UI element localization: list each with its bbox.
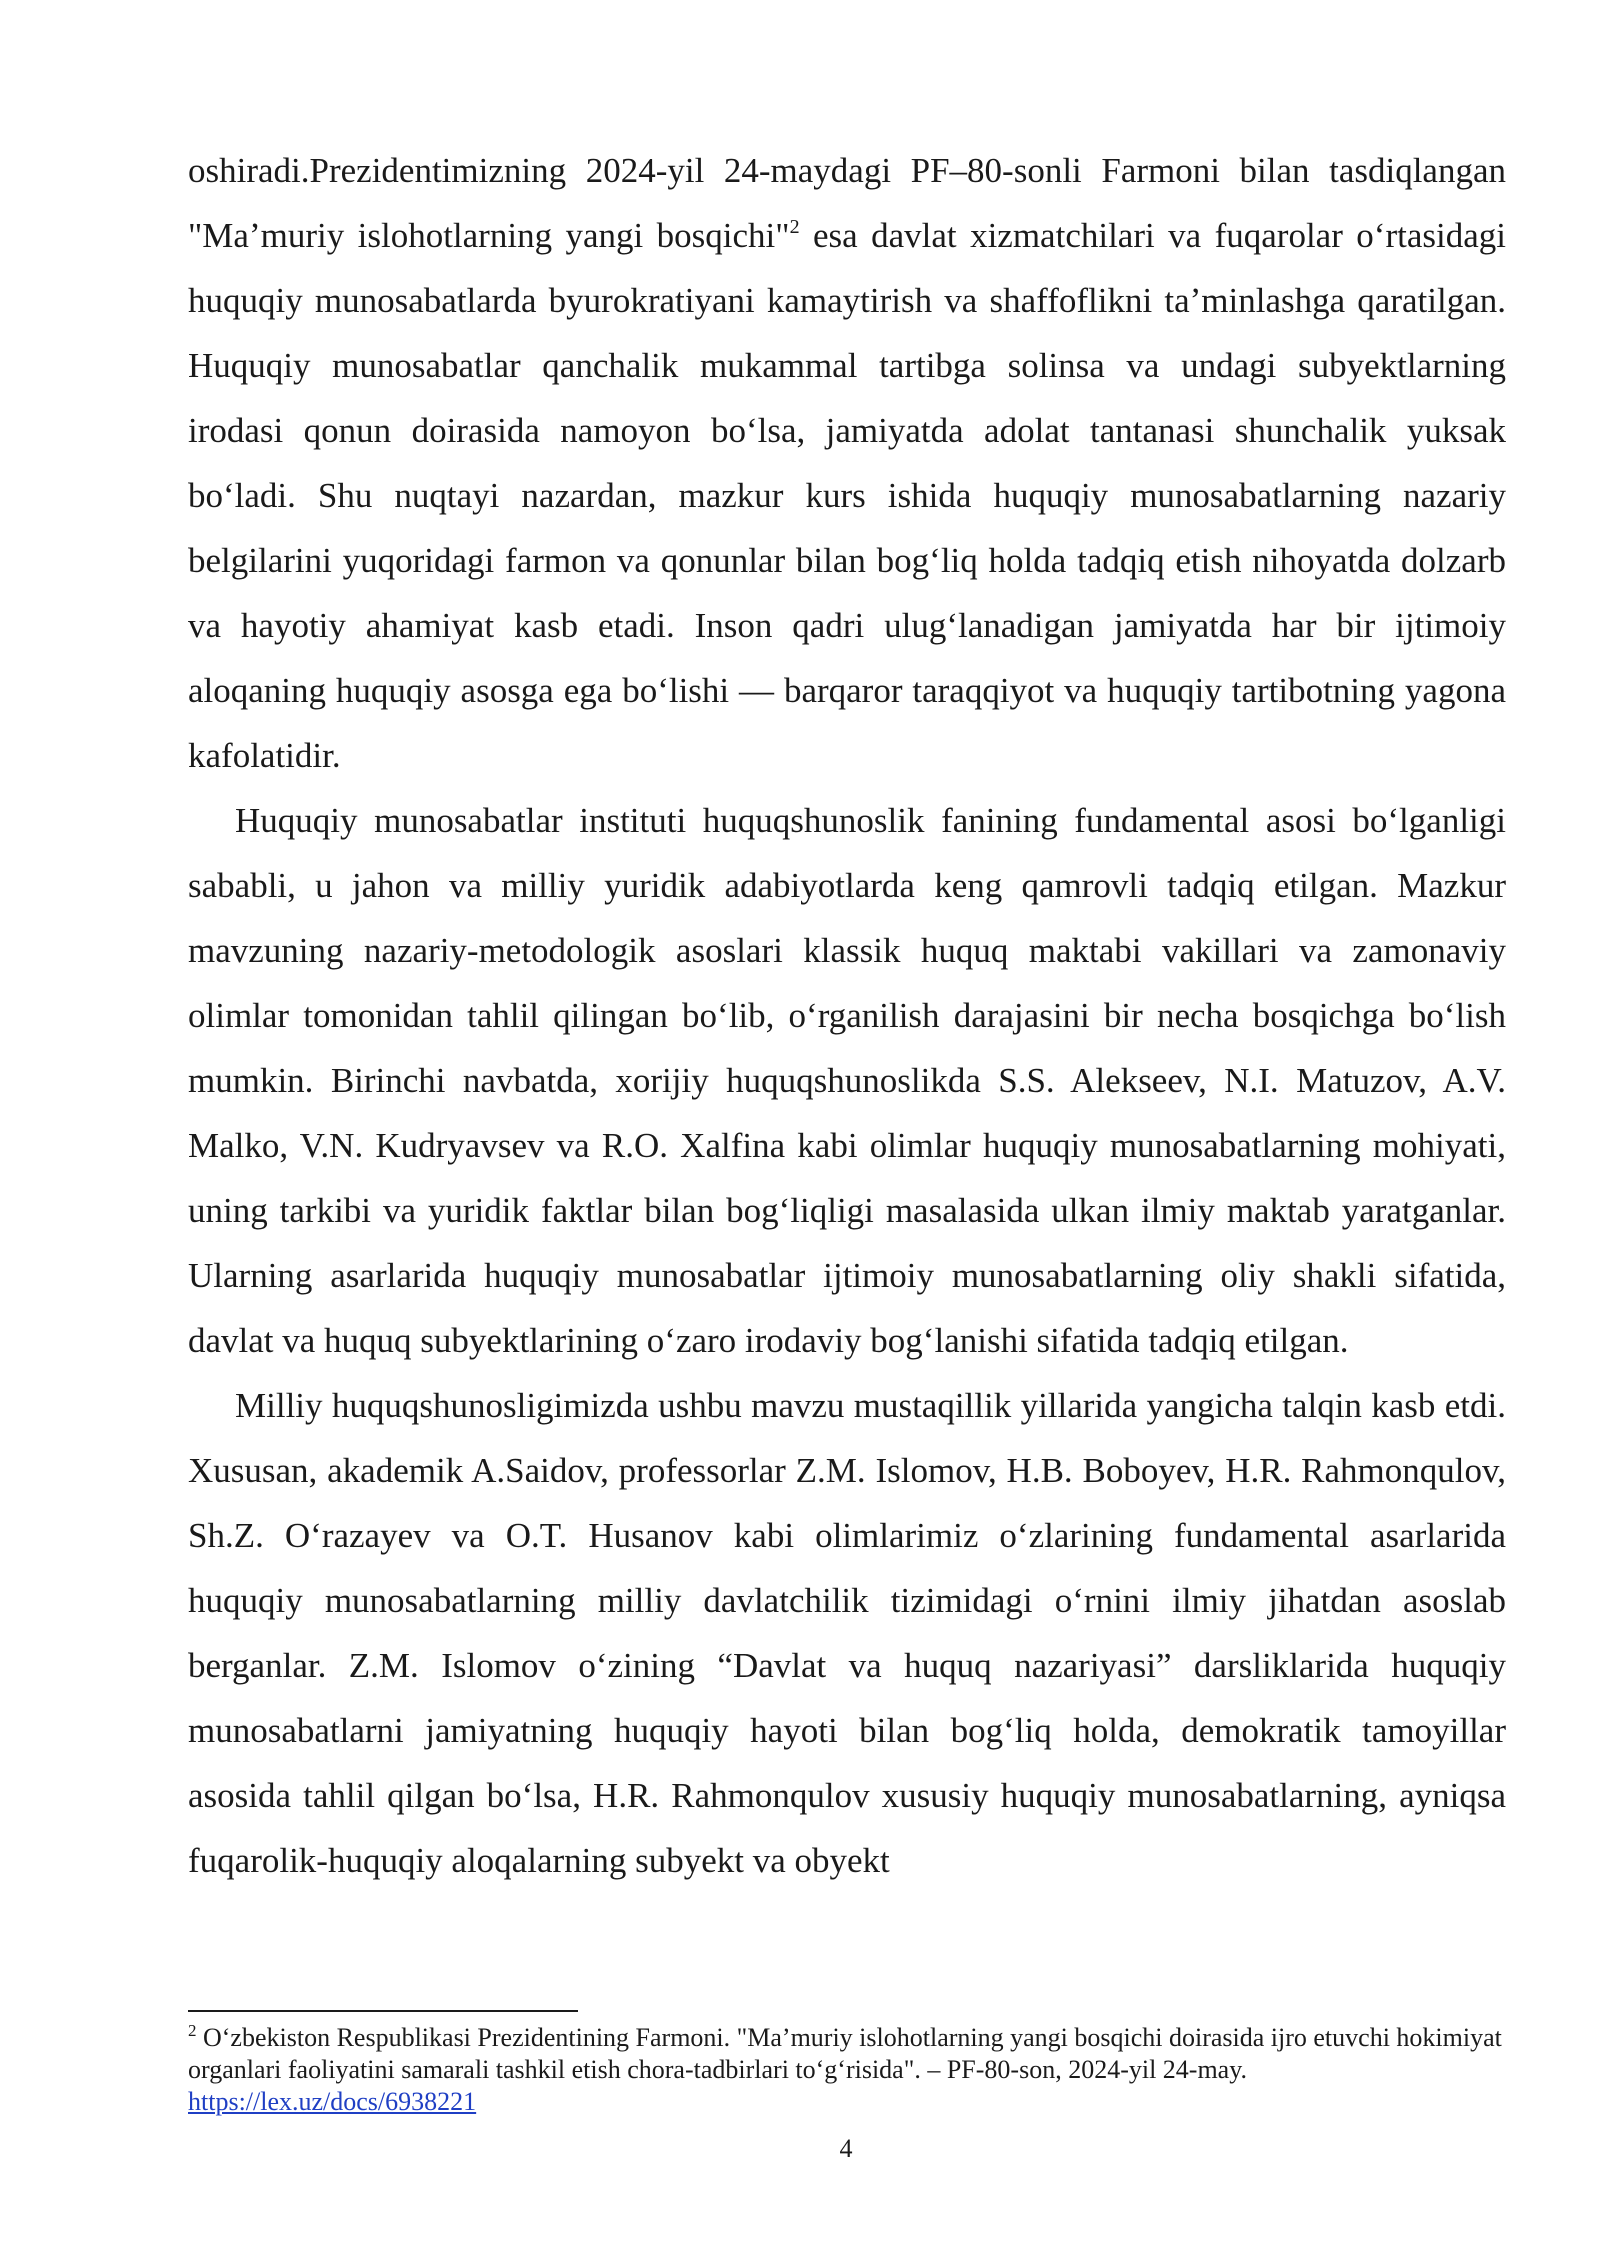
footnote-reference[interactable]: 2 — [789, 216, 800, 238]
paragraph-1-text-b: esa davlat xizmatchilari va fuqarolar oʻrtasidagi huquqiy munosabatlarda byurokratiyani kamaytirish va shaffoflikni taʼminlashga qaratilgan. Huquqiy munosabatlar qanchalik mukammal tartibga solinsa va undagi subyektlarning irodasi qonun doirasida namoyon boʻlsa, jamiyatda adolat tantanasi shunchalik yuksak boʻladi. Shu nuqtayi nazardan, mazkur kurs ishida huquqiy munosabatlarning nazariy belgilarini yuqoridagi farmon va qonunlar bilan bogʻliq holda tadqiq etish nihoyatda dolzarb va hayotiy ahamiyat kasb etadi. Inson qadri ulugʻlanadigan jamiyatda har bir ijtimoiy aloqaning huquqiy asosga ega boʻlishi — barqaror taraqqiyot va huquqiy tartibotning yagona kafolatidir. — [188, 216, 1506, 775]
footnote-separator — [188, 2010, 578, 2012]
page-number-value: 4 — [839, 2134, 853, 2163]
footnote-2 — [188, 2022, 1506, 2118]
footnote-text: Oʻzbekiston Respublikasi Prezidentining Farmoni. "Maʼmuriy islohotlarning yangi bosqichi doirasida ijro etuvchi hokimiyat organlari faoliyatini samarali tashkil etish chora-tadbirlari toʻgʻrisida". – PF-80-son, 2024-yil 24-may. — [188, 2023, 1502, 2084]
document-body — [188, 138, 1506, 1893]
paragraph-2: Huquqiy munosabatlar instituti huquqshunoslik fanining fundamental asosi boʻlganligi sababli, u jahon va milliy yuridik adabiyotlarda keng qamrovli tadqiq etilgan. Mazkur mavzuning nazariy-metodologik asoslari klassik huquq maktabi vakillari va zamonaviy olimlar tomonidan tahlil qilingan boʻlib, oʻrganilish darajasini bir necha bosqichga boʻlish mumkin. Birinchi navbatda, xorijiy huquqshunoslikda S.S. Alekseev, N.I. Matuzov, A.V. Malko, V.N. Kudryavsev va R.O. Xalfina kabi olimlar huquqiy munosabatlarning mohiyati, uning tarkibi va yuridik faktlar bilan bogʻliqligi masalasida ulkan ilmiy maktab yaratganlar. Ularning asarlarida huquqiy munosabatlar ijtimoiy munosabatlarning oliy shakli sifatida, davlat va huquq subyektlarining oʻzaro irodaviy bogʻlanishi sifatida tadqiq etilgan. — [188, 801, 1506, 1360]
footnote-link[interactable]: https://lex.uz/docs/6938221 — [188, 2087, 477, 2116]
paragraph-1-text-a: oshiradi.Prezidentimizning 2024-yil 24-maydagi PF–80-sonli Farmoni bilan tasdiqlangan "Maʼmuriy islohotlarning yangi bosqichi" — [188, 151, 1506, 255]
page-number — [188, 2134, 1506, 2164]
footnote-marker: 2 — [188, 2021, 197, 2040]
footnote-area — [188, 2010, 1506, 2118]
paragraph-3: Milliy huquqshunosligimizda ushbu mavzu mustaqillik yillarida yangicha talqin kasb etdi. Xususan, akademik A.Saidov, professorlar Z.M. Islomov, H.B. Boboyev, H.R. Rahmonqulov, Sh.Z. Oʻrazayev va O.T. Husanov kabi olimlarimiz oʻzlarining fundamental asarlarida huquqiy munosabatlarning milliy davlatchilik tizimidagi oʻrnini ilmiy jihatdan asoslab berganlar. Z.M. Islomov oʻzining “Davlat va huquq nazariyasi” darsliklarida huquqiy munosabatlarni jamiyatning huquqiy hayoti bilan bogʻliq holda, demokratik tamoyillar asosida tahlil qilgan boʻlsa, H.R. Rahmonqulov xususiy huquqiy munosabatlarning, ayniqsa fuqarolik-huquqiy aloqalarning subyekt va obyekt — [188, 1386, 1506, 1880]
paragraph-1 — [188, 138, 1506, 788]
